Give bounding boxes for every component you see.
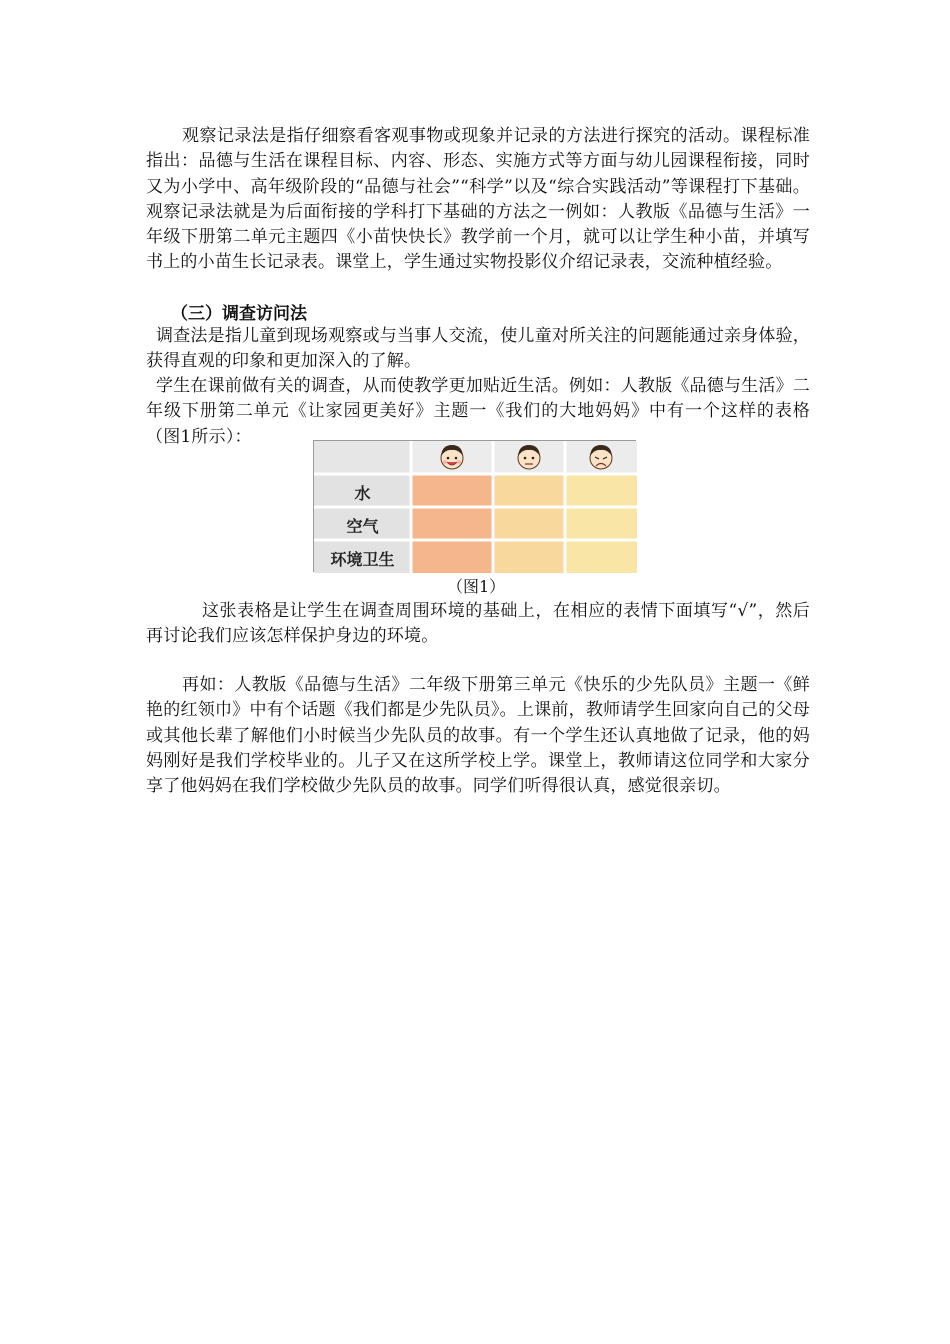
table-row-label-air: 空气 — [346, 517, 379, 536]
paragraph-observation-method: 观察记录法是指仔细察看客观事物或现象并记录的方法进行探究的活动。课程标准指出：品德与生活在课程目标、内容、形态、实施方式等方面与幼儿园课程衔接，同时又为小学中、高年级阶段的“品德与社会”“科学”以及“综合实践活动”等课程打下基础。观察记录法就是为后面衔接的学科打下基础的方法之一例如：人教版《品德与生活》一年级下册第二单元主题四《小苗快快长》教学前一个月，就可以让学生种小苗，并填写书上的小苗生长记录表。课堂上，学生通过实物投影仪介绍记录表，交流种植经验。 — [146, 126, 810, 273]
table-row-label-hygiene: 环境卫生 — [330, 550, 395, 569]
paragraph-second-example: 再如：人教版《品德与生活》二年级下册第三单元《快乐的少先队员》主题一《鲜艳的红领巾》中有个话题《我们都是少先队员》。上课前，教师请学生回家向自己的父母或其他长辈了解他们小时候当少先队员的故事。有一个学生还认真地做了记录，他的妈妈刚好是我们学校毕业的。儿子又在这所学校上学。课堂上，教师请这位同学和大家分享了他妈妈在我们学校做少先队员的故事。同学们听得很认真，感觉很亲切。 — [146, 675, 810, 797]
paragraph-survey-definition: 调查法是指儿童到现场观察或与当事人交流，使儿童对所关注的问题能通过亲身体验，获得直观的印象和更加深入的了解。 — [146, 326, 810, 372]
paragraph-survey-example: 学生在课前做有关的调查，从而使教学更加贴近生活。例如：人教版《品德与生活》二年级下册第二单元《让家园更美好》主题一《我们的大地妈妈》中有一个这样的表格（图1所示）： — [146, 376, 810, 447]
happy-face-icon — [441, 445, 463, 469]
survey-table-figure — [313, 440, 636, 572]
section-heading: （三）调查访问法 — [171, 304, 307, 324]
table-row-label-water: 水 — [354, 484, 371, 503]
figure-caption: （图1） — [447, 577, 506, 596]
neutral-face-icon — [518, 445, 540, 469]
paragraph-table-explanation: 这张表格是让学生在调查周围环境的基础上，在相应的表情下面填写“√”，然后再讨论我们应该怎样保护身边的环境。 — [146, 601, 810, 647]
sad-face-icon — [590, 445, 612, 469]
